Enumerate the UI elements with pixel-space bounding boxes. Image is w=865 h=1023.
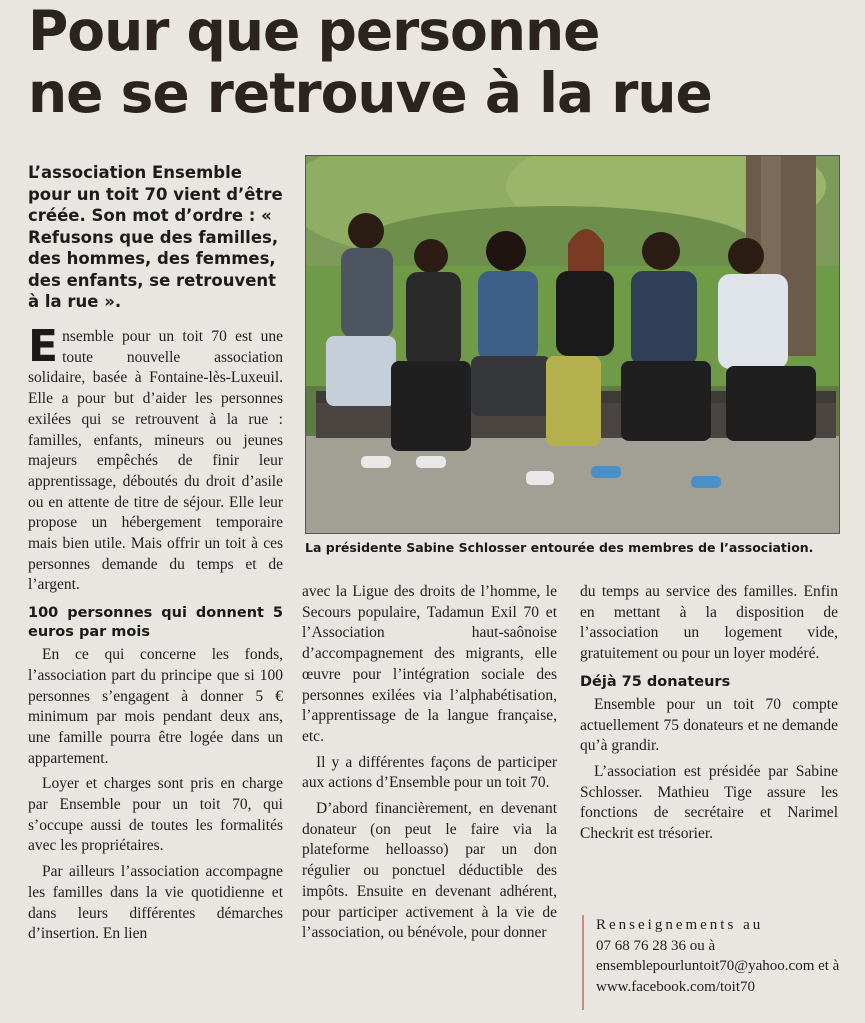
paragraph-participate: Il y a différentes façons de participer aux actions d’Ensemble pour un toit 70. [302, 753, 557, 792]
headline [28, 0, 858, 124]
paragraph-funds: En ce qui concerne les fonds, l’association part du principe que si 100 personnes s’engagent à donner 5 € minimum par mois pendant deux ans, une famille pourra être logée dans un appartement. [28, 646, 283, 767]
info-label: Renseignements au [596, 917, 764, 933]
paragraph-donate: D’abord financièrement, en devenant donateur (on peut le faire via la plateforme helloasso) par un don régulier ou ponctuel déductible des impôts. Ensuite en devenant adhérent, pour participer activement à la vie de l’association, ou bénévole, pour donner [302, 800, 557, 942]
group-photo [305, 155, 840, 534]
column-1 [28, 321, 283, 950]
paragraph-time: du temps au service des familles. Enfin en mettant à la disposition de l’association un logement vide, gratuitement ou pour un loyer modéré. [580, 583, 838, 663]
paragraph-rent: Loyer et charges sont pris en charge par Ensemble pour un toit 70, qui s’occupe aussi de toutes les formalités avec les propriétaires. [28, 775, 283, 855]
intro-text: nsemble pour un toit 70 est une toute nouvelle association solidaire, basée à Fontaine-lès-Luxeuil. Elle a pour but d’aider les personnes exilées qui se retrouvent à la rue : familles, enfants, mineurs ou jeunes majeurs empêchés de finir leur apprentissage, déboutés du droit d’asile ou en attente de titre de séjour. Elle leur propose un hébergement temporaire mais bien utile. Mais offrir un toit à ces personnes demande du temps et de l’argent. [28, 328, 283, 594]
intro-paragraph [28, 321, 283, 596]
drop-cap: E [28, 321, 59, 372]
paragraph-partners: avec la Ligue des droits de l’homme, le Secours populaire, Tadamun Exil 70 et l’Association haut-saônoise d’accompagnement des migrants, elle œuvre pour l’intégration sociale des personnes exilées via l’alphabétisation, l’apprentissage de la langue française, etc. [302, 583, 557, 745]
info-contact: 07 68 76 28 36 ou à ensemblepourluntoit70@yahoo.com et à www.facebook.com/toit70 [596, 937, 840, 995]
paragraph-board: L’association est présidée par Sabine Schlosser. Mathieu Tige assure les fonctions de secrétaire et Narimel Checkrit est trésorier. [580, 762, 838, 843]
photo-caption: La présidente Sabine Schlosser entourée des membres de l’association. [305, 540, 814, 555]
subheading-2: Déjà 75 donateurs [580, 673, 731, 690]
paragraph-donors: Ensemble pour un toit 70 compte actuellement 75 donateurs et ne demande qu’à grandir. [580, 695, 838, 755]
column-3 [580, 582, 838, 850]
lead-paragraph: L’association Ensemble pour un toit 70 vient d’être créée. Son mot d’ordre : « Refusons que des familles, des hommes, des femmes, des enfants, se retrouvent à la rue ». [28, 163, 283, 311]
subheading-1: 100 personnes qui donnent 5 euros par mois [28, 605, 283, 641]
headline-line-2: ne se retrouve à la rue [28, 61, 712, 125]
paragraph-support: Par ailleurs l’association accompagne les familles dans la vie quotidienne et dans leurs différentes démarches d’insertion. En lien [28, 863, 283, 943]
headline-line-1: Pour que personne [28, 0, 600, 63]
info-box [582, 915, 840, 1010]
column-2 [302, 582, 557, 949]
